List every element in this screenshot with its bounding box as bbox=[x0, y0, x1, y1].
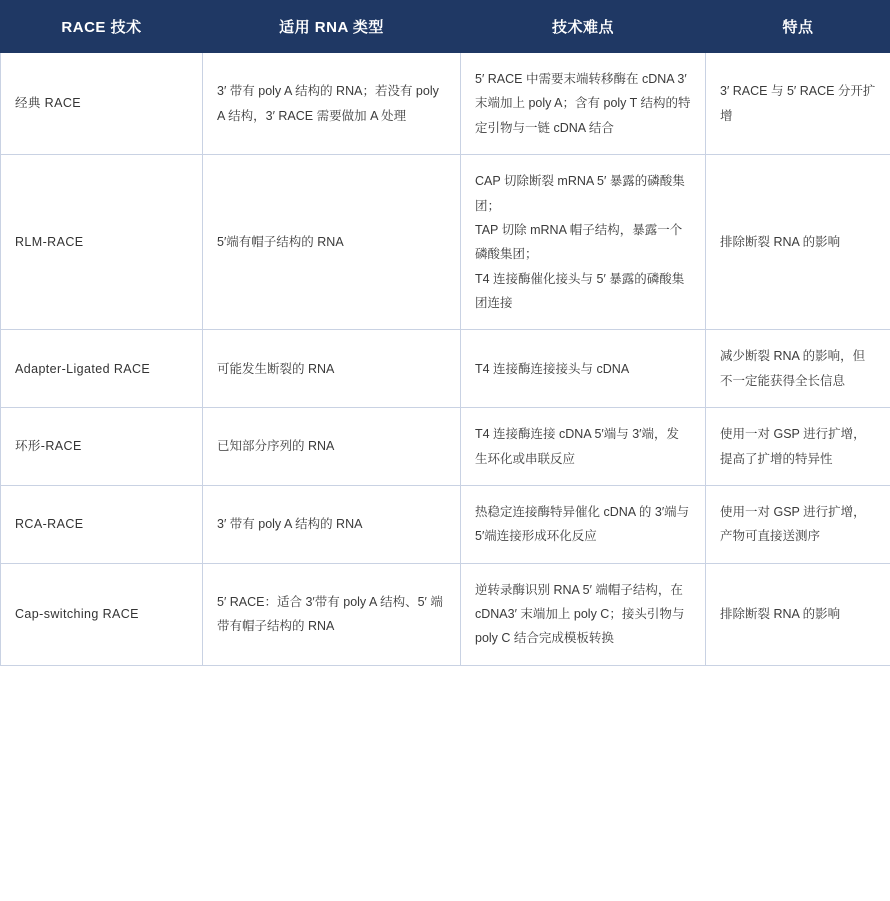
column-header-rna-type: 适用 RNA 类型 bbox=[203, 1, 461, 53]
cell-difficulty: 热稳定连接酶特异催化 cDNA 的 3′端与 5′端连接形成环化反应 bbox=[461, 485, 706, 563]
cell-technique: 环形-RACE bbox=[1, 408, 203, 486]
cell-difficulty: T4 连接酶连接 cDNA 5′端与 3′端，发生环化或串联反应 bbox=[461, 408, 706, 486]
cell-rna-type: 3′ 带有 poly A 结构的 RNA；若没有 poly A 结构，3′ RACE 需要做加 A 处理 bbox=[203, 53, 461, 155]
table-row bbox=[1, 53, 890, 155]
cell-difficulty: T4 连接酶连接接头与 cDNA bbox=[461, 330, 706, 408]
cell-technique: Cap-switching RACE bbox=[1, 563, 203, 665]
cell-feature: 排除断裂 RNA 的影响 bbox=[706, 563, 890, 665]
cell-difficulty bbox=[461, 155, 706, 330]
cell-rna-type: 可能发生断裂的 RNA bbox=[203, 330, 461, 408]
cell-difficulty: 逆转录酶识别 RNA 5′ 端帽子结构，在 cDNA3′ 末端加上 poly C；接头引物与 poly C 结合完成模板转换 bbox=[461, 563, 706, 665]
table-row bbox=[1, 330, 890, 408]
table-body bbox=[1, 53, 890, 666]
cell-feature: 3′ RACE 与 5′ RACE 分开扩增 bbox=[706, 53, 890, 155]
table-row bbox=[1, 408, 890, 486]
cell-technique: Adapter-Ligated RACE bbox=[1, 330, 203, 408]
cell-technique: RLM-RACE bbox=[1, 155, 203, 330]
difficulty-line: T4 连接酶催化接头与 5′ 暴露的磷酸集团连接 bbox=[475, 271, 685, 310]
table-header-row bbox=[1, 1, 890, 53]
difficulty-line: TAP 切除 mRNA 帽子结构，暴露一个磷酸集团； bbox=[475, 222, 683, 262]
cell-technique: 经典 RACE bbox=[1, 53, 203, 155]
difficulty-line: CAP 切除断裂 mRNA 5′ 暴露的磷酸集团； bbox=[475, 174, 685, 213]
cell-rna-type: 5′ RACE：适合 3′带有 poly A 结构、5′ 端带有帽子结构的 RNA bbox=[203, 563, 461, 665]
cell-feature: 减少断裂 RNA 的影响，但不一定能获得全长信息 bbox=[706, 330, 890, 408]
cell-feature: 使用一对 GSP 进行扩增，产物可直接送测序 bbox=[706, 485, 890, 563]
cell-difficulty: 5′ RACE 中需要末端转移酶在 cDNA 3′ 末端加上 poly A；含有 poly T 结构的特定引物与一链 cDNA 结合 bbox=[461, 53, 706, 155]
cell-rna-type: 已知部分序列的 RNA bbox=[203, 408, 461, 486]
cell-rna-type: 5′端有帽子结构的 RNA bbox=[203, 155, 461, 330]
column-header-difficulty: 技术难点 bbox=[461, 1, 706, 53]
table-row bbox=[1, 155, 890, 330]
cell-feature: 排除断裂 RNA 的影响 bbox=[706, 155, 890, 330]
column-header-feature: 特点 bbox=[706, 1, 890, 53]
table-row bbox=[1, 563, 890, 665]
table-row bbox=[1, 485, 890, 563]
cell-rna-type: 3′ 带有 poly A 结构的 RNA bbox=[203, 485, 461, 563]
cell-feature: 使用一对 GSP 进行扩增，提高了扩增的特异性 bbox=[706, 408, 890, 486]
cell-technique: RCA-RACE bbox=[1, 485, 203, 563]
column-header-technique: RACE 技术 bbox=[1, 1, 203, 53]
table-header bbox=[1, 1, 890, 53]
